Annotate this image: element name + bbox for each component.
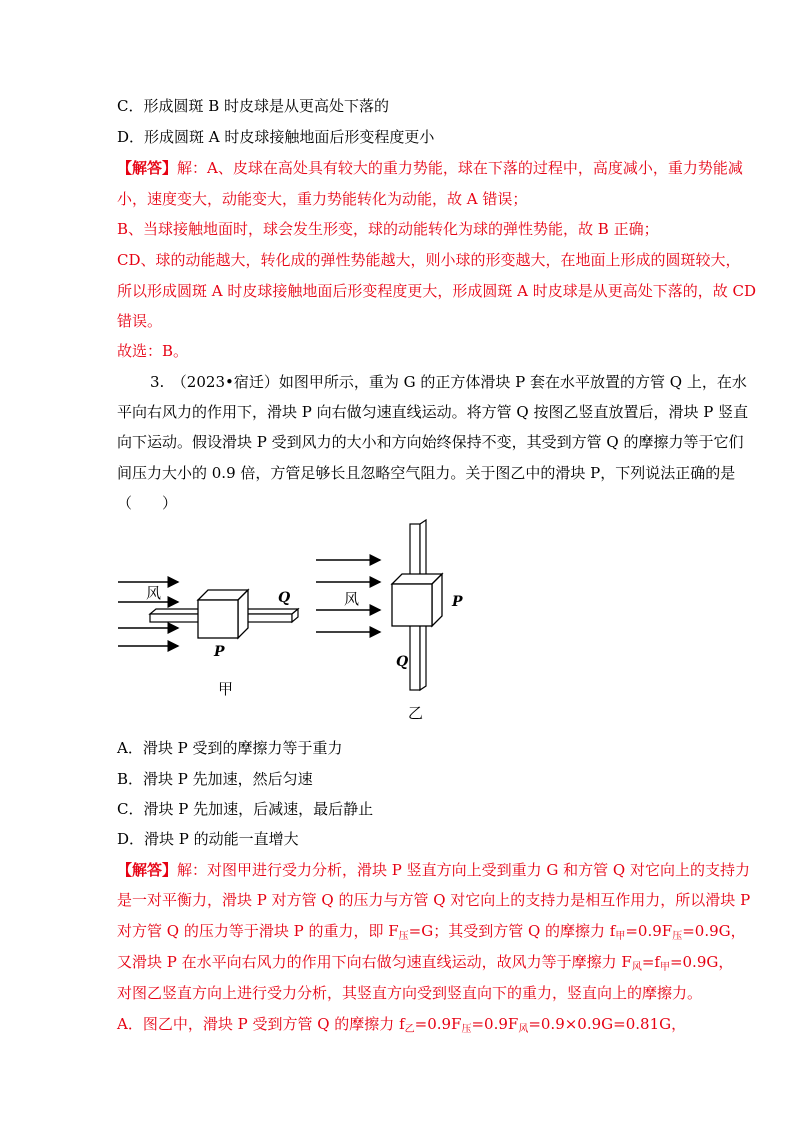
option-c-prev: C．形成圆斑 B 时皮球是从更高处下落的	[117, 97, 390, 115]
answer-text-1: 解：对图甲进行受力分析，滑块 P 竖直方向上受到重力 G 和方管 Q 对它向上的支持力	[177, 861, 751, 879]
answer-prev-text-1: 解：A、皮球在高处具有较大的重力势能，球在下落的过程中，高度减小，重力势能减	[177, 159, 743, 177]
answer-text: =G；其受到方管 Q 的摩擦力 f	[408, 922, 616, 940]
label-p-jia: P	[214, 644, 225, 660]
answer-line-5: 对图乙竖直方向上进行受力分析，其竖直方向受到竖直向下的重力，竖直向上的摩擦力。	[117, 984, 703, 1002]
question-line-2: 平向右风力的作用下，滑块 P 向右做匀速直线运动。将方管 Q 按图乙竖直放置后，滑块 P 竖直	[117, 403, 749, 421]
cube-p	[198, 600, 238, 638]
answer-line-1	[117, 860, 750, 880]
answer-text: =0.9×0.9G=0.81G，	[528, 1015, 687, 1033]
option-d-prev: D．形成圆斑 A 时皮球接触地面后形变程度更小	[117, 128, 435, 146]
answer-text: =0.9F	[625, 922, 673, 940]
answer-prev-line-4: CD、球的动能越大，转化成的弹性势能越大，则小球的形变越大，在地面上形成的圆斑较大，	[117, 251, 741, 269]
answer-prev-line-2: 小，速度变大，动能变大，重力势能转化为动能，故 A 错误；	[117, 190, 528, 208]
answer-line-3	[117, 921, 746, 944]
cube-p	[392, 584, 432, 626]
question-line-3: 向下运动。假设滑块 P 受到风力的大小和方向始终保持不变，其受到方管 Q 的摩擦力等于它们	[117, 433, 744, 451]
subscript: 风	[518, 1024, 529, 1035]
subscript: 风	[631, 962, 642, 973]
question-line-1: 3. （2023•宿迁）如图甲所示，重为 G 的正方体滑块 P 套在水平放置的方管 Q 上，在水	[150, 373, 747, 391]
answer-line-4	[117, 952, 733, 975]
answer-tag: 【解答】	[117, 159, 178, 177]
label-p-yi: P	[452, 594, 463, 610]
answer-text: =0.9F	[471, 1015, 519, 1033]
answer-text: 对方管 Q 的压力等于滑块 P 的重力，即 F	[117, 922, 399, 940]
answer-prev-line-6: 错误。	[117, 312, 163, 330]
answer-line-2: 是一对平衡力，滑块 P 对方管 Q 的压力与方管 Q 对它向上的支持力是相互作用力，所以滑块 P	[117, 891, 751, 909]
subscript: 乙	[404, 1024, 415, 1035]
answer-line-6	[117, 1014, 686, 1037]
option-d: D．滑块 P 的动能一直增大	[117, 830, 299, 848]
subscript: 压	[461, 1024, 472, 1035]
caption-yi: 乙	[408, 704, 424, 722]
caption-jia: 甲	[218, 680, 234, 698]
subscript: 压	[672, 931, 683, 942]
subscript: 甲	[659, 962, 670, 973]
answer-text: =f	[641, 953, 660, 971]
wind-label-jia: 风	[146, 584, 162, 602]
subscript: 甲	[615, 931, 626, 942]
answer-text: A．图乙中，滑块 P 受到方管 Q 的摩擦力 f	[117, 1015, 405, 1033]
answer-prev-line-1	[117, 158, 743, 178]
answer-prev-line-3: B、当球接触地面时，球会发生形变，球的动能转化为球的弹性势能，故 B 正确；	[117, 220, 659, 238]
answer-prev-choice: 故选：B。	[117, 342, 189, 360]
cube-p-side	[432, 574, 442, 626]
answer-text: =0.9G，	[669, 953, 734, 971]
label-q-yi: Q	[396, 654, 409, 670]
figure-jia	[118, 582, 298, 698]
answer-text: =0.9G，	[682, 922, 746, 940]
label-q-jia: Q	[278, 590, 291, 606]
option-b: B．滑块 P 先加速，然后匀速	[117, 770, 313, 788]
answer-text: =0.9F	[414, 1015, 462, 1033]
figure-yi	[316, 520, 463, 722]
physics-figure	[112, 518, 492, 728]
question-line-4: 间压力大小的 0.9 倍，方管足够长且忽略空气阻力。关于图乙中的滑块 P，下列说法正确的是	[117, 464, 736, 482]
question-line-5: （ ）	[117, 494, 178, 512]
answer-prev-line-5: 所以形成圆斑 A 时皮球接触地面后形变程度更大，形成圆斑 A 时皮球是从更高处下落的，故 CD	[117, 282, 757, 300]
subscript: 压	[398, 931, 409, 942]
option-a: A．滑块 P 受到的摩擦力等于重力	[117, 739, 343, 757]
answer-tag: 【解答】	[117, 861, 178, 879]
option-c: C．滑块 P 先加速，后减速，最后静止	[117, 800, 374, 818]
answer-text: 又滑块 P 在水平向右风力的作用下向右做匀速直线运动，故风力等于摩擦力 F	[117, 953, 632, 971]
wind-label-yi: 风	[344, 590, 360, 608]
